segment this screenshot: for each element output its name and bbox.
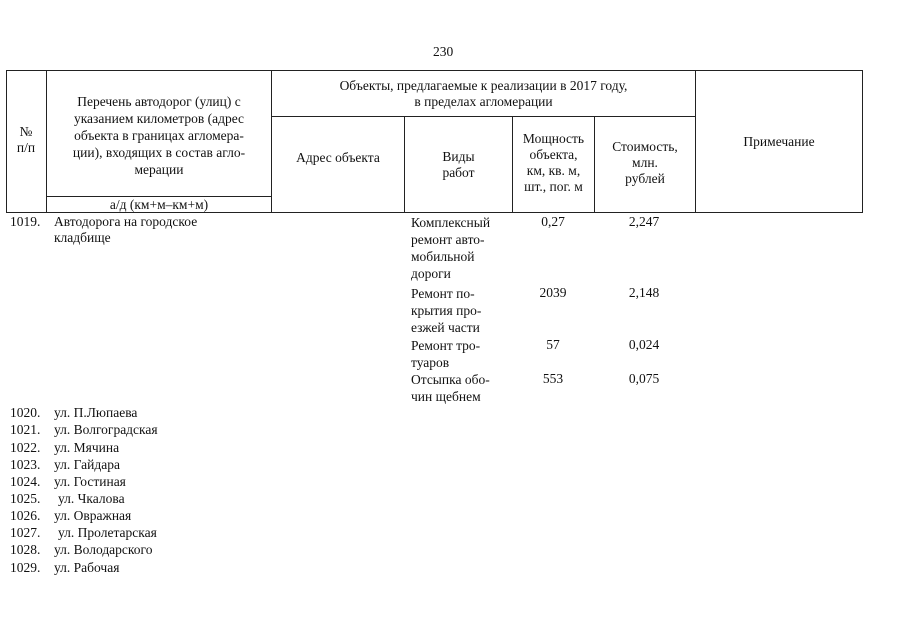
street-name: ул. Волгоградская — [54, 422, 158, 437]
work-type-4: Отсыпка обо- чин щебнем — [411, 372, 490, 404]
street-number: 1024. — [10, 474, 41, 489]
street-name: ул. П.Люпаева — [54, 405, 138, 420]
header-number: № п/п — [16, 124, 36, 155]
street-name: ул. Овражная — [54, 508, 132, 523]
page-number: 230 — [433, 44, 454, 59]
work-capacity-2: 2039 — [539, 285, 567, 300]
work-capacity-4: 553 — [542, 371, 564, 386]
street-name: ул. Рабочая — [54, 560, 120, 575]
entry-road-name: Автодорога на городское кладбище — [54, 214, 198, 245]
street-number: 1029. — [10, 560, 41, 575]
street-name: ул. Пролетарская — [58, 525, 157, 540]
street-name: ул. Володарского — [54, 542, 153, 557]
street-name: ул. Чкалова — [58, 491, 125, 506]
work-capacity-3: 57 — [546, 337, 560, 352]
street-number: 1023. — [10, 457, 41, 472]
street-number: 1028. — [10, 542, 41, 557]
street-name: ул. Гайдара — [54, 457, 120, 472]
street-name: ул. Гостиная — [54, 474, 126, 489]
work-cost-2: 2,148 — [628, 285, 660, 300]
header-objects-group: Объекты, предлагаемые к реализации в 2017 году, в пределах агломерации — [339, 78, 628, 109]
header-address: Адрес объекта — [296, 150, 380, 165]
work-type-3: Ремонт тро- туаров — [411, 338, 481, 370]
header-capacity: Мощность объекта, км, кв. м, шт., пог. м — [522, 131, 585, 194]
street-number: 1026. — [10, 508, 41, 523]
work-type-2: Ремонт по- крытия про- езжей части — [411, 286, 482, 335]
work-capacity-1: 0,27 — [541, 214, 565, 229]
header-cost: Стоимость, млн. рублей — [612, 139, 678, 186]
work-cost-1: 2,247 — [628, 214, 660, 229]
street-number: 1027. — [10, 525, 41, 540]
work-type-1: Комплексный ремонт авто- мобильной дороги — [411, 215, 491, 281]
header-works: Виды работ — [442, 149, 475, 180]
work-cost-4: 0,075 — [628, 371, 660, 386]
street-name: ул. Мячина — [54, 440, 120, 455]
street-number: 1020. — [10, 405, 41, 420]
work-cost-3: 0,024 — [628, 337, 660, 352]
header-road-list: Перечень автодорог (улиц) с указанием километров (адрес объекта в границах агломера- ции), входящих в состав агло- мерации — [72, 93, 246, 177]
header-road-km: а/д (км+м–км+м) — [109, 196, 209, 212]
street-number: 1021. — [10, 422, 41, 437]
header-note: Примечание — [743, 134, 815, 149]
entry-number: 1019. — [10, 214, 41, 229]
street-number: 1025. — [10, 491, 41, 506]
street-number: 1022. — [10, 440, 41, 455]
